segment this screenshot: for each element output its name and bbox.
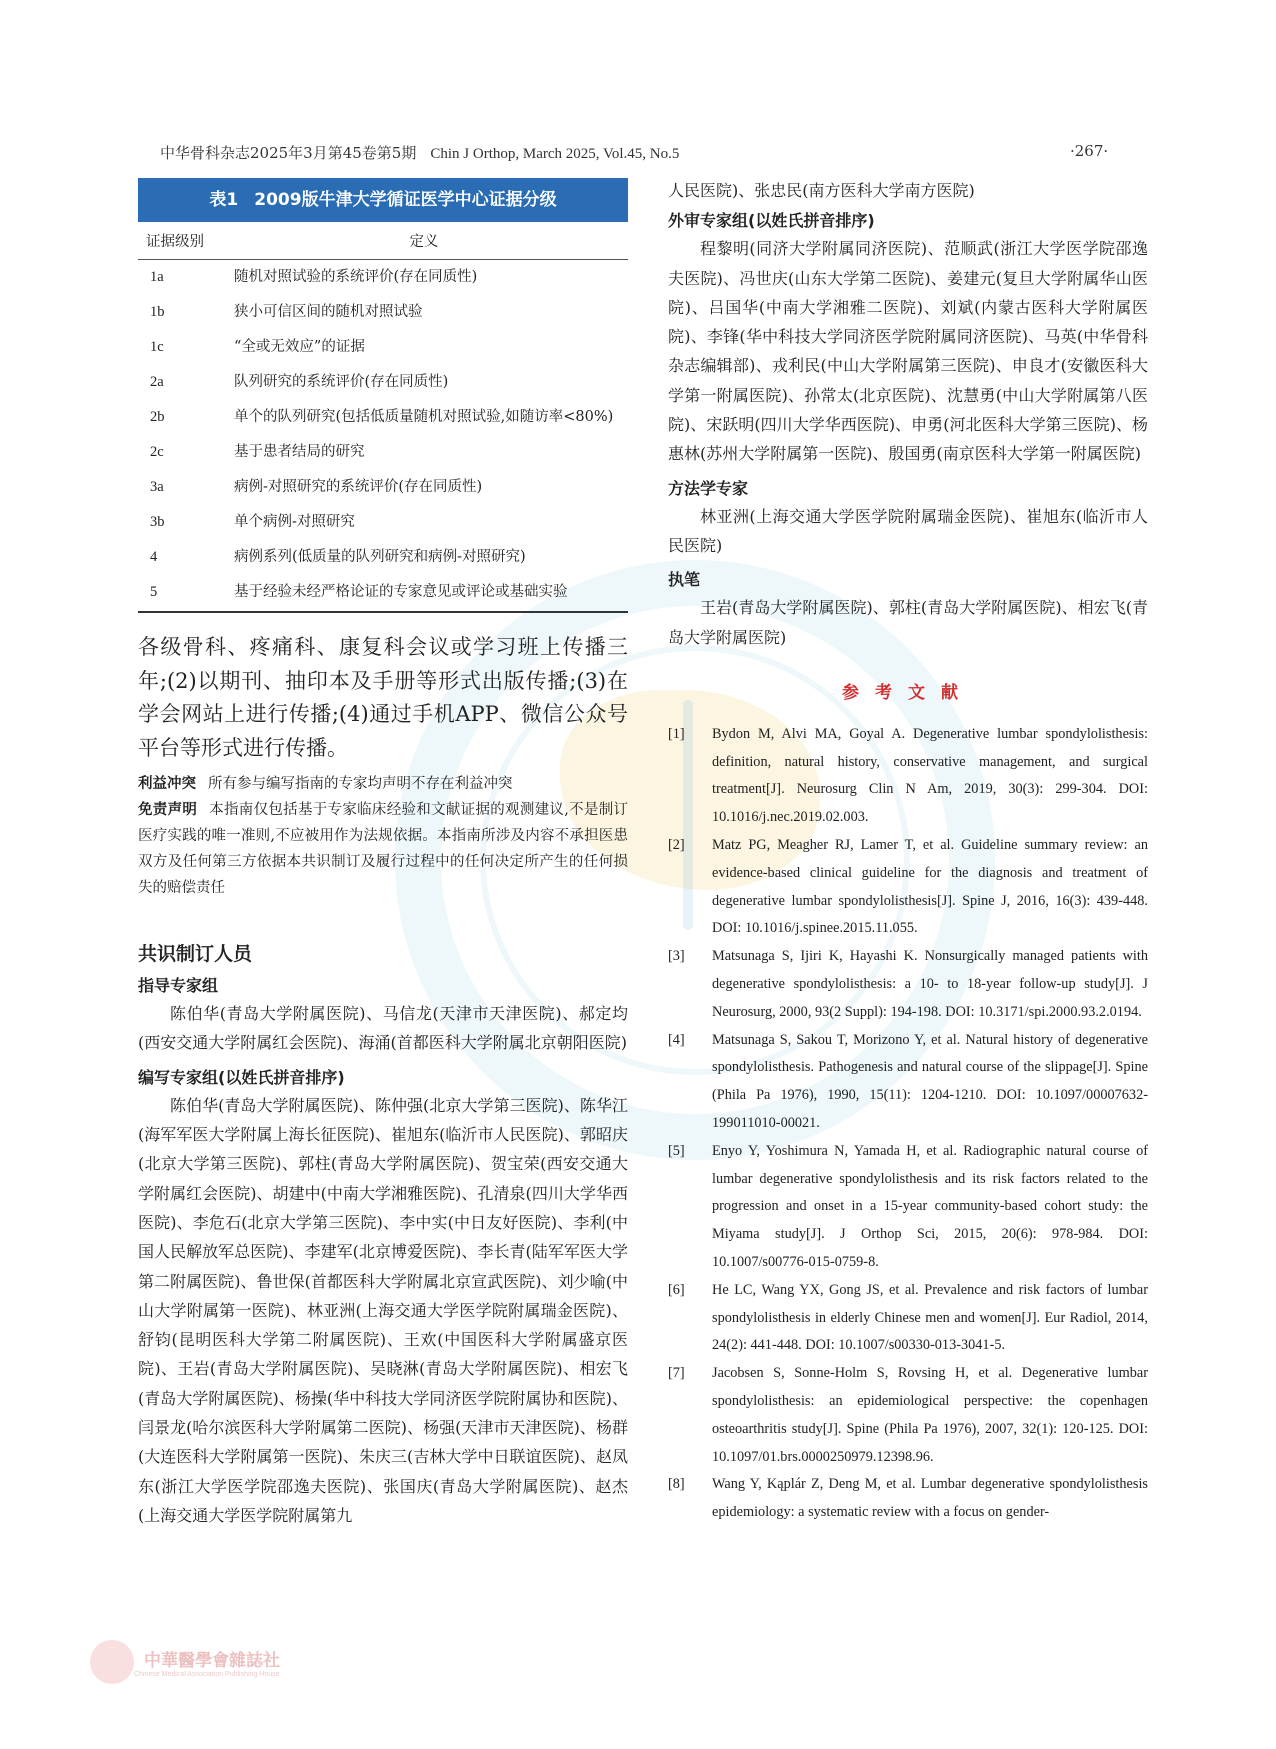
reference-text: Matsunaga S, Ijiri K, Hayashi K. Nonsurgically managed patients with degenerative spondylolisthesis: a 10- to 18-year follow-up study[J]. J Neurosurg, 2000, 93(2 Suppl): 194-198. DOI: 10.3171/spi.2000.93.2.0194. — [712, 948, 1148, 1020]
guiding-group-heading: 指导专家组 — [138, 976, 219, 996]
reference-number: [4] — [668, 1031, 685, 1048]
reference-text: Matz PG, Meagher RJ, Lamer T, et al. Guideline summary review: an evidence-based clinical guideline for the diagnosis and treatment of degenerative lumbar spondylolisthesis[J]. Spine J, 2016, 16(3): 439-448. DOI: 10.1016/j.spinee.2015.11.055. — [712, 837, 1148, 937]
evidence-level-table — [138, 222, 628, 613]
left-column — [138, 178, 628, 1530]
cell-definition: 基于患者结局的研究 — [234, 444, 365, 461]
reference-number: [5] — [668, 1142, 685, 1159]
disclaimer-text: 本指南仅包括基于专家临床经验和文献证据的观测建议,不是制订医疗实践的唯一准则,不应被用作为法规依据。本指南所涉及内容不承担医患双方及任何第三方依据本共识制订及履行过程中的任何决定所产生的任何损失的赔偿责任 — [138, 802, 629, 897]
cell-definition: 随机对照试验的系统评价(存在同质性) — [234, 269, 478, 285]
reference-item — [668, 1277, 1148, 1360]
cell-level: 3a — [150, 479, 164, 496]
members-heading: 共识制订人员 — [138, 943, 253, 966]
reference-item — [668, 1360, 1148, 1471]
journal-name-en: Chin J Orthop, March 2025, Vol.45, No.5 — [430, 146, 680, 162]
table-row — [138, 365, 628, 400]
external-group-text: 程黎明(同济大学附属同济医院)、范顺武(浙江大学医学院邵逸夫医院)、冯世庆(山东大学第二医院)、姜建元(复旦大学附属华山医院)、吕国华(中南大学湘雅二医院)、刘斌(内蒙古医科大学附属医院)、李锋(华中科技大学同济医学院附属同济医院)、马英(中华骨科杂志编辑部)、戎利民(中山大学附属第三医院)、申良才(安徽医科大学第一附属医院)、孙常太(北京医院)、沈慧勇(中山大学附属第八医院)、宋跃明(四川大学华西医院)、申勇(河北医科大学第三医院)、杨惠林(苏州大学附属第一医院)、殷国勇(南京医科大学第一附属医院) — [668, 239, 1148, 464]
cell-level: 2a — [150, 374, 164, 391]
cell-definition: “全或无效应”的证据 — [234, 339, 365, 356]
reference-text: Jacobsen S, Sonne-Holm S, Rovsing H, et al. Degenerative lumbar spondylolisthesis: an epidemiological perspective: the copenhagen osteoarthritis study[J]. Spine (Phila Pa 1976), 2007, 32(1): 120-125. DOI: 10.1097/01.brs.0000250979.12398.96. — [712, 1365, 1148, 1465]
cell-level: 2b — [150, 409, 165, 426]
cell-level: 3b — [150, 514, 165, 531]
reference-number: [8] — [668, 1476, 685, 1493]
cell-level: 1b — [150, 304, 165, 321]
cell-definition: 病例系列(低质量的队列研究和病例-对照研究) — [234, 549, 526, 566]
reference-list — [668, 721, 1148, 1527]
dissemination-paragraph: 各级骨科、疼痛科、康复科会议或学习班上传播三年;(2)以期刊、抽印本及手册等形式出版传播;(3)在学会网站上进行传播;(4)通过手机APP、微信公众号平台等形式进行传播。 — [138, 635, 628, 760]
cell-definition: 单个病例-对照研究 — [234, 514, 355, 531]
table-title-bar — [138, 178, 628, 222]
external-group-heading: 外审专家组(以姓氏拼音排序) — [668, 211, 875, 231]
cell-level: 4 — [150, 549, 158, 566]
right-column — [668, 176, 1148, 1527]
page-number: ·267· — [1070, 142, 1109, 160]
reference-text: Enyo Y, Yoshimura N, Yamada H, et al. Radiographic natural course of lumbar degenerative spondylolisthesis and its risk factors related to the progression and onset in a 15-year community-based cohort study: the Miyama study[J]. J Orthop Sci, 2015, 20(6): 978-984. DOI: 10.1007/s00776-015-0759-8. — [712, 1142, 1148, 1270]
cell-definition: 基于经验未经严格论证的专家意见或评论或基础实验 — [226, 575, 628, 612]
reference-number: [1] — [668, 725, 685, 742]
publisher-emblem-icon — [90, 1640, 134, 1684]
cell-definition: 狭小可信区间的随机对照试验 — [234, 304, 423, 321]
conflict-text: 所有参与编写指南的专家均声明不存在利益冲突 — [208, 776, 513, 793]
reference-item — [668, 1027, 1148, 1138]
cell-definition: 队列研究的系统评价(存在同质性) — [234, 374, 449, 391]
reference-item — [668, 1138, 1148, 1277]
author-heading: 执笔 — [668, 570, 701, 590]
journal-name: 中华骨科杂志2025年3月第45卷第5期 — [160, 144, 417, 162]
publisher-logo — [90, 1640, 280, 1684]
table-row — [138, 470, 628, 505]
cell-definition: 病例-对照研究的系统评价(存在同质性) — [234, 479, 483, 496]
reference-number: [2] — [668, 837, 685, 854]
col-header-level: 证据级别 — [138, 222, 226, 260]
table-row — [138, 295, 628, 330]
writing-group-text: 陈伯华(青岛大学附属医院)、陈仲强(北京大学第三医院)、陈华江(海军军医大学附属上海长征医院)、崔旭东(临沂市人民医院)、郭昭庆(北京大学第三医院)、郭柱(青岛大学附属医院)、贺宝荣(西安交通大学附属红会医院)、胡建中(中南大学湘雅医院)、孔清泉(四川大学华西医院)、李危石(北京大学第三医院)、李中实(中日友好医院)、李利(中国人民解放军总医院)、李建军(北京博爱医院)、李长青(陆军军医大学第二附属医院)、鲁世保(首都医科大学附属北京宣武医院)、刘少喻(中山大学附属第一医院)、林亚洲(上海交通大学医学院附属瑞金医院)、舒钧(昆明医科大学第二附属医院)、王欢(中国医科大学附属盛京医院)、王岩(青岛大学附属医院)、吴晓淋(青岛大学附属医院)、相宏飞(青岛大学附属医院)、杨操(华中科技大学同济医学院附属协和医院)、闫景龙(哈尔滨医科大学附属第二医院)、杨强(天津市天津医院)、杨群(大连医科大学附属第一医院)、朱庆三(吉林大学中日联谊医院)、赵凤东(浙江大学医学院邵逸夫医院)、张国庆(青岛大学附属医院)、赵杰(上海交通大学医学院附属第九 — [138, 1095, 628, 1525]
table-row — [138, 505, 628, 540]
col-header-definition: 定义 — [226, 222, 628, 260]
cell-level: 1c — [150, 339, 164, 356]
reference-item — [668, 943, 1148, 1026]
table-row — [138, 540, 628, 575]
cell-definition: 单个的队列研究(包括低质量随机对照试验,如随访率<80%) — [234, 409, 614, 426]
cell-level: 1a — [150, 269, 164, 285]
table-row — [138, 435, 628, 470]
table-number: 表1 — [209, 190, 239, 210]
reference-item — [668, 1471, 1148, 1527]
reference-text: Matsunaga S, Sakou T, Morizono Y, et al. Natural history of degenerative spondylolisthesis. Pathogenesis and natural course of the slippage[J]. Spine (Phila Pa 1976), 1990, 15(11): 1204-1210. DOI: 10.1097/00007632-199011010-00021. — [712, 1031, 1148, 1132]
disclaimer — [138, 797, 628, 901]
writing-group-text-continued: 人民医院)、张忠民(南方医科大学南方医院) — [668, 181, 975, 200]
references-heading: 参考文献 — [842, 682, 974, 703]
cell-level: 5 — [138, 575, 226, 612]
publisher-name: 中華醫學會雜誌社 — [144, 1651, 280, 1671]
running-head — [160, 142, 679, 163]
publisher-name-en: Chinese Medical Association Publishing House — [134, 1671, 280, 1678]
cell-level: 2c — [150, 444, 164, 461]
disclaimer-label: 免责声明 — [138, 802, 198, 819]
reference-text: He LC, Wang YX, Gong JS, et al. Prevalence and risk factors of lumbar spondylolisthesis in elderly Chinese men and women[J]. Eur Radiol, 2014, 24(2): 441-448. DOI: 10.1007/s00330-013-3041-5. — [712, 1281, 1148, 1354]
reference-text: Wang Y, Kąplár Z, Deng M, et al. Lumbar degenerative spondylolisthesis epidemiology: a systematic review with a focus on gender- — [712, 1476, 1148, 1521]
reference-number: [7] — [668, 1365, 685, 1382]
reference-item — [668, 832, 1148, 943]
publisher-name-block — [134, 1646, 280, 1678]
method-experts-text: 林亚洲(上海交通大学医学院附属瑞金医院)、崔旭东(临沂市人民医院) — [668, 506, 1148, 555]
reference-number: [6] — [668, 1281, 685, 1298]
table-row — [138, 575, 628, 612]
reference-number: [3] — [668, 948, 685, 965]
reference-text: Bydon M, Alvi MA, Goyal A. Degenerative lumbar spondylolisthesis: definition, natural history, conservative management, and surgical treatment[J]. Neurosurg Clin N Am, 2019, 30(3): 299-304. DOI: 10.1016/j.nec.2019.02.003. — [712, 725, 1148, 826]
method-experts-heading: 方法学专家 — [668, 478, 749, 498]
table-row — [138, 400, 628, 435]
writing-group-heading: 编写专家组(以姓氏拼音排序) — [138, 1067, 345, 1087]
table-title: 2009版牛津大学循证医学中心证据分级 — [254, 190, 557, 210]
table-row — [138, 260, 628, 296]
table-header-row — [138, 222, 628, 260]
conflict-label: 利益冲突 — [138, 776, 196, 793]
conflict-of-interest — [138, 771, 628, 797]
guiding-group-text: 陈伯华(青岛大学附属医院)、马信龙(天津市天津医院)、郝定均(西安交通大学附属红会医院)、海涌(首都医科大学附属北京朝阳医院) — [138, 1004, 628, 1053]
author-text: 王岩(青岛大学附属医院)、郭柱(青岛大学附属医院)、相宏飞(青岛大学附属医院) — [668, 598, 1148, 647]
reference-item — [668, 721, 1148, 832]
table-row — [138, 330, 628, 365]
